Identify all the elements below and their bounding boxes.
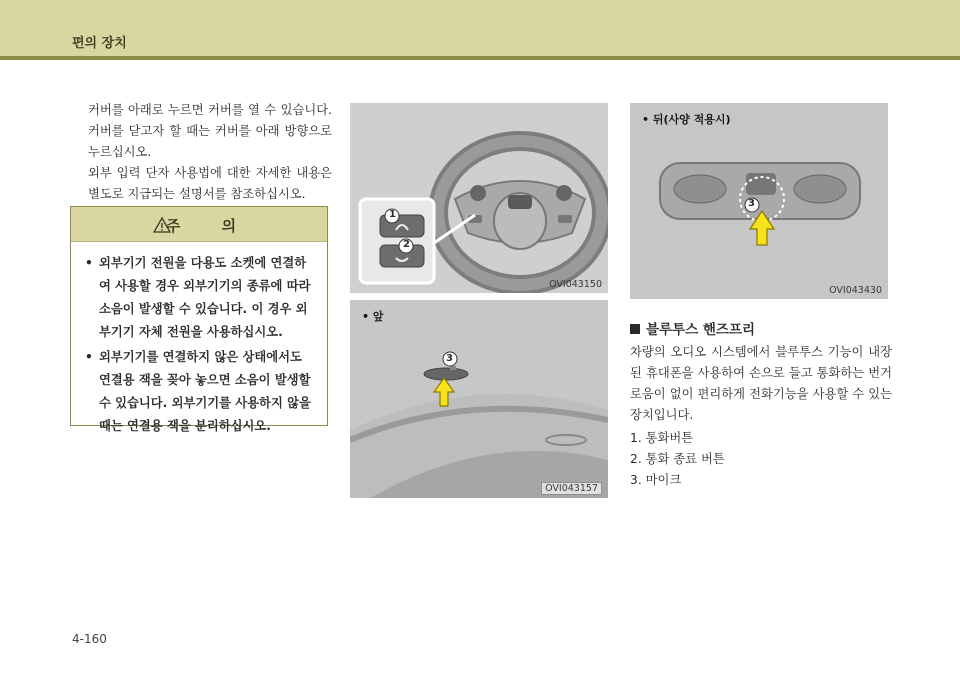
header-rule [0, 56, 960, 60]
steering-wheel-figure [350, 103, 608, 293]
square-bullet-icon [630, 324, 640, 334]
caution-header [71, 207, 327, 242]
front-figure-code: OVI043157 [541, 482, 602, 495]
front-mic-figure [350, 300, 608, 498]
bluetooth-title-text: 블루투스 핸즈프리 [646, 322, 756, 338]
bluetooth-section [630, 318, 892, 491]
intro-text [88, 100, 332, 205]
callout-2-label: 2 [403, 239, 410, 250]
callout-1-label: 1 [389, 209, 396, 220]
steering-figure-code: OVI043150 [549, 279, 602, 290]
page-number: 4-160 [72, 632, 107, 646]
caution-title: 주 의 [165, 217, 255, 235]
page-section-title: 편의 장치 [72, 36, 127, 51]
caution-item-1: • 외부기기 전원을 다용도 소켓에 연결하여 사용할 경우 외부기기의 종류에 따라 소음이 발생할 수 있습니다. 이 경우 외부기기 자체 전원을 사용하십시오. [99, 252, 317, 344]
caution-box [70, 206, 328, 433]
rear-figure-code: OVI043430 [829, 285, 882, 296]
bluetooth-body: 차량의 오디오 시스템에서 블루투스 기능이 내장된 휴대폰을 사용하여 손으로 들고 통화하는 번거로움이 없이 편리하게 전화기능을 사용할 수 있는 장치입니다. [630, 345, 892, 422]
page-header [0, 0, 960, 56]
rear-mic-figure [630, 103, 888, 299]
bluetooth-title [630, 318, 892, 338]
rear-console-illustration [630, 103, 888, 299]
bluetooth-item-3: 3. 마이크 [630, 473, 682, 487]
front-figure-caption: • 앞 [362, 310, 384, 323]
callout-3-label: 3 [446, 353, 453, 364]
bluetooth-item-2: 2. 통화 종료 버튼 [630, 452, 725, 466]
bluetooth-item-1: 1. 통화버튼 [630, 431, 694, 445]
caution-item-2: • 외부기기를 연결하지 않은 상태에서도 연결용 잭을 꽂아 놓으면 소음이 발생할 수 있습니다. 외부기기를 사용하지 않을 때는 연결용 잭을 분리하십시오. [99, 346, 317, 438]
bluetooth-list [630, 428, 892, 491]
callout-3-label: 3 [748, 198, 755, 209]
caution-list [71, 242, 327, 438]
steering-wheel-illustration [350, 103, 608, 293]
intro-line-2: 외부 입력 단자 사용법에 대한 자세한 내용은 별도로 지급되는 설명서를 참조하십시오. [88, 166, 332, 201]
intro-line-1: 커버를 아래로 누르면 커버를 열 수 있습니다. 커버를 닫고자 할 때는 커버를 아래 방향으로 누르십시오. [88, 103, 332, 159]
front-headliner-illustration [350, 300, 608, 498]
rear-figure-caption: • 뒤(사양 적용시) [642, 113, 731, 126]
